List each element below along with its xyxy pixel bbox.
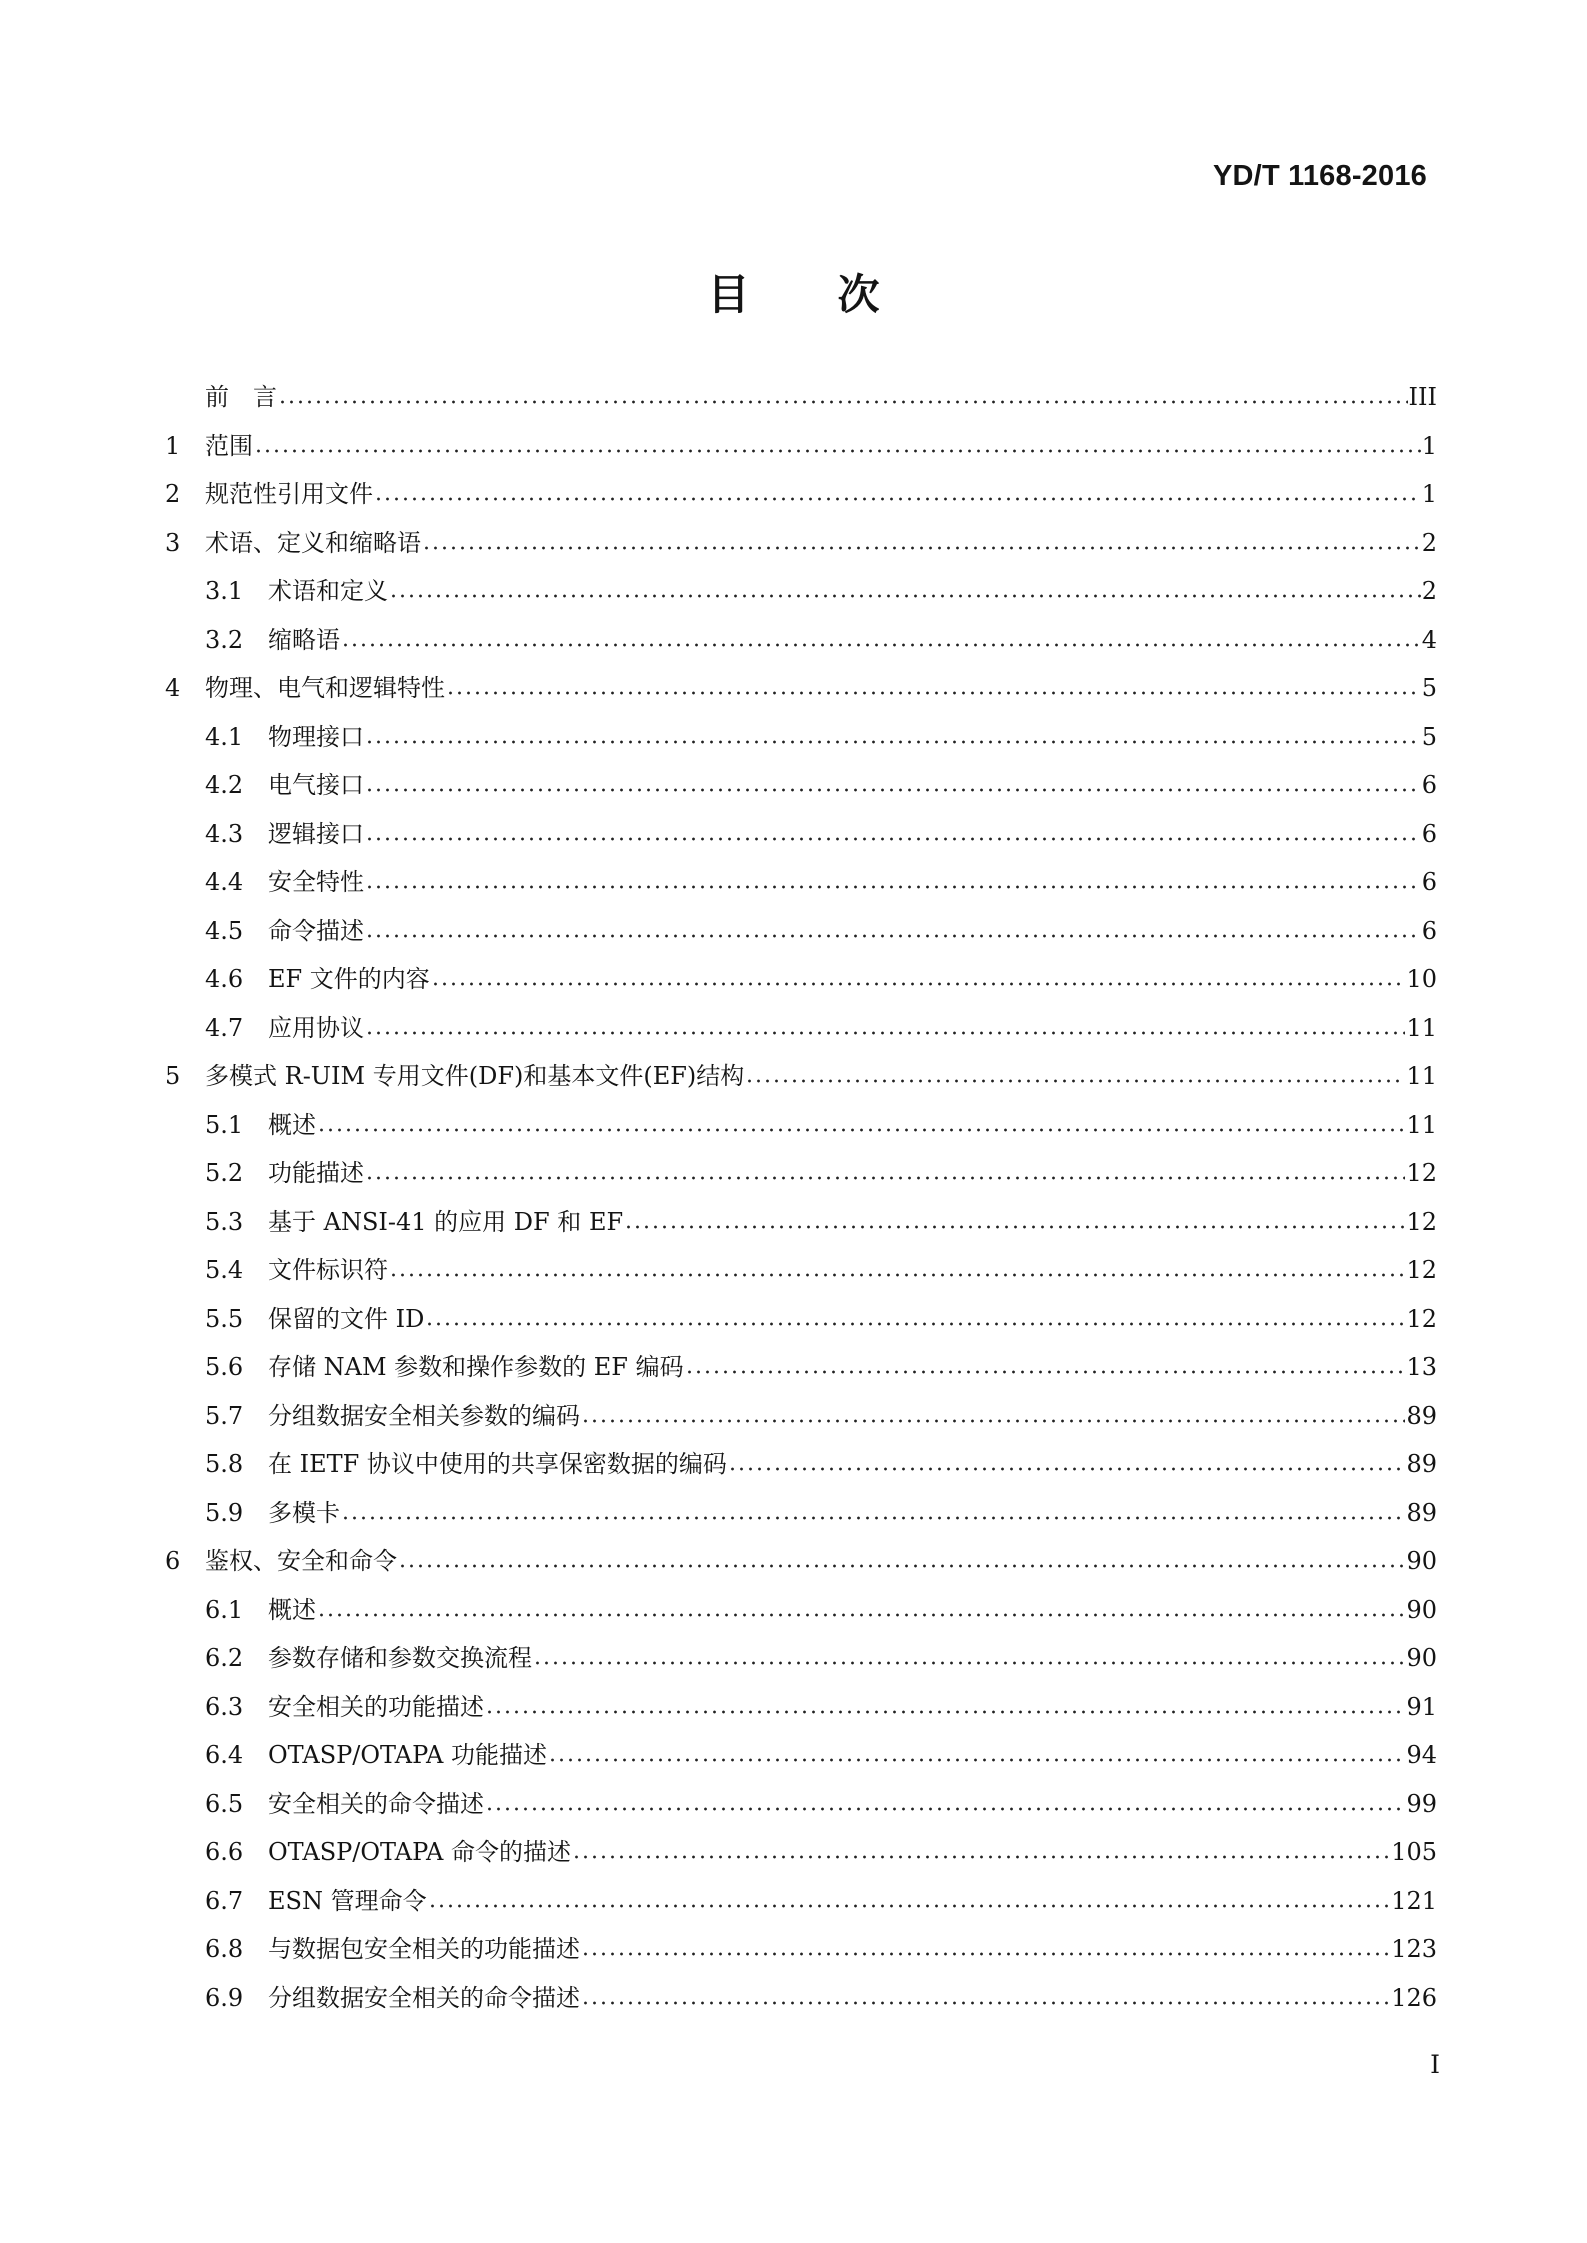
dot-leader <box>317 1598 1405 1622</box>
toc-entry-title: 术语和定义 <box>268 577 388 605</box>
toc-entry[interactable] <box>165 1489 1437 1538</box>
dot-leader <box>581 1986 1390 2010</box>
toc-entry[interactable] <box>165 1392 1437 1441</box>
toc-entry[interactable] <box>165 761 1437 810</box>
toc-entry-number: 3.2 <box>205 625 244 654</box>
toc-entry-page: 126 <box>1391 1983 1437 2012</box>
toc-entry-number: 4.4 <box>205 868 244 896</box>
toc-entry-title: 术语、定义和缩略语 <box>205 528 421 557</box>
toc-entry-number: 6.2 <box>205 1644 244 1672</box>
toc-entry[interactable] <box>165 519 1437 568</box>
toc-entry-title: 逻辑接口 <box>268 819 364 848</box>
dot-leader <box>365 773 1421 797</box>
dot-leader <box>431 967 1406 991</box>
toc-entry-number: 5.6 <box>205 1353 244 1381</box>
toc-entry-number: 5.8 <box>205 1450 244 1478</box>
toc-entry-page: 123 <box>1391 1935 1437 1963</box>
toc-entry-page: 91 <box>1406 1692 1437 1721</box>
toc-entry-page: III <box>1408 383 1437 411</box>
toc-entry-page: 90 <box>1406 1595 1437 1624</box>
toc-entry-title: ESN 管理命令 <box>268 1886 427 1915</box>
toc-entry-number: 5.4 <box>205 1256 244 1284</box>
toc-entry-page: 90 <box>1406 1547 1437 1575</box>
toc-entry-page: 6 <box>1421 819 1437 848</box>
dot-leader <box>317 1113 1405 1137</box>
toc-entry[interactable] <box>165 810 1437 859</box>
toc-entry-title: EF 文件的内容 <box>268 965 430 993</box>
toc-entry-title: 存储 NAM 参数和操作参数的 EF 编码 <box>268 1353 684 1381</box>
toc-entry-page: 11 <box>1406 1110 1437 1139</box>
toc-entry-number: 5.3 <box>205 1207 244 1236</box>
dot-leader <box>365 870 1421 894</box>
toc-entry-number: 1 <box>165 431 181 460</box>
toc-entry-number: 4 <box>165 674 181 702</box>
toc-entry[interactable] <box>165 664 1437 713</box>
toc-entry-title: 多模卡 <box>268 1498 340 1527</box>
dot-leader <box>572 1840 1390 1864</box>
title-char-2: 次 <box>837 270 880 319</box>
toc-entry-title: 范围 <box>205 431 253 460</box>
toc-entry-page: 5 <box>1421 674 1437 702</box>
dot-leader <box>365 1016 1405 1040</box>
toc-entry-number: 6.1 <box>205 1595 244 1624</box>
toc-entry-number: 4.2 <box>205 771 244 799</box>
toc-entry-page: 5 <box>1421 722 1437 751</box>
toc-entry-title: 文件标识符 <box>268 1256 388 1284</box>
dot-leader <box>425 1307 1405 1331</box>
toc-entry[interactable] <box>165 1004 1437 1053</box>
dot-leader <box>624 1210 1405 1234</box>
toc-entry-number: 6.4 <box>205 1741 244 1769</box>
toc-entry-page: 89 <box>1406 1401 1437 1430</box>
toc-entry-title: OTASP/OTAPA 命令的描述 <box>268 1838 571 1866</box>
toc-entry-title: 概述 <box>268 1110 316 1139</box>
dot-leader <box>685 1355 1406 1379</box>
toc-entry-page: 89 <box>1406 1498 1437 1527</box>
dot-leader <box>374 482 1421 506</box>
toc-entry-page: 6 <box>1421 916 1437 945</box>
toc-entry[interactable] <box>165 422 1437 471</box>
toc-entry-page: 12 <box>1406 1207 1437 1236</box>
toc-entry-title: 电气接口 <box>268 771 364 799</box>
toc-entry-title: 参数存储和参数交换流程 <box>268 1644 532 1672</box>
toc-entry[interactable] <box>165 1780 1437 1829</box>
toc-entry-title: 命令描述 <box>268 916 364 945</box>
dot-leader <box>745 1064 1405 1088</box>
toc-entry[interactable] <box>165 1925 1437 1974</box>
toc-entry[interactable] <box>165 1877 1437 1926</box>
title-char-1: 目 <box>707 270 750 319</box>
toc-entry-page: 99 <box>1406 1789 1437 1818</box>
dot-leader <box>446 676 1421 700</box>
toc-entry[interactable] <box>165 1343 1437 1392</box>
toc-entry-number: 6.7 <box>205 1886 244 1915</box>
dot-leader <box>548 1743 1405 1767</box>
toc-entry-number: 4.3 <box>205 819 244 848</box>
toc-entry-title: 基于 ANSI-41 的应用 DF 和 EF <box>268 1207 624 1236</box>
toc-entry-number: 5.7 <box>205 1401 244 1430</box>
toc-entry-number: 3 <box>165 528 181 557</box>
toc-entry-number: 5.2 <box>205 1159 244 1187</box>
toc-entry[interactable] <box>165 1974 1437 2023</box>
toc-entry-title: 功能描述 <box>268 1159 364 1187</box>
toc-entry-title: 多模式 R-UIM 专用文件(DF)和基本文件(EF)结构 <box>205 1062 745 1090</box>
toc-entry-page: 89 <box>1406 1450 1437 1478</box>
toc-entry-page: 12 <box>1406 1159 1437 1187</box>
toc-entry-title: 概述 <box>268 1595 316 1624</box>
toc-entry[interactable] <box>165 1246 1437 1295</box>
toc-entry-number: 5.1 <box>205 1110 244 1139</box>
dot-leader <box>728 1452 1406 1476</box>
toc-entry-page: 6 <box>1421 771 1437 799</box>
toc-entry-number: 3.1 <box>205 577 244 605</box>
toc-entry-page: 10 <box>1406 965 1437 993</box>
toc-entry-title: 物理接口 <box>268 722 364 751</box>
toc-entry[interactable] <box>165 1828 1437 1877</box>
toc-entry-number: 6.6 <box>205 1838 244 1866</box>
dot-leader <box>365 1161 1405 1185</box>
dot-leader <box>254 434 1421 458</box>
toc-entry-title: 缩略语 <box>268 625 340 654</box>
page-number: I <box>1430 2050 1440 2079</box>
toc-entry-number: 5.5 <box>205 1304 244 1333</box>
dot-leader <box>428 1889 1391 1913</box>
toc-entry-title: 前 言 <box>205 383 277 411</box>
toc-entry-page: 13 <box>1406 1353 1437 1381</box>
dot-leader <box>389 579 1421 603</box>
document-code: YD/T 1168-2016 <box>1213 160 1427 192</box>
dot-leader <box>533 1646 1405 1670</box>
toc-entry-page: 105 <box>1391 1838 1437 1866</box>
dot-leader <box>581 1404 1405 1428</box>
toc-entry[interactable] <box>165 858 1437 907</box>
toc-entry-number: 2 <box>165 480 181 508</box>
toc-entry-page: 90 <box>1406 1644 1437 1672</box>
toc-entry-page: 6 <box>1421 868 1437 896</box>
toc-entry-number: 6.8 <box>205 1935 244 1963</box>
toc-entry-page: 12 <box>1406 1256 1437 1284</box>
toc-entry-number: 4.5 <box>205 916 244 945</box>
toc-entry-title: 分组数据安全相关的命令描述 <box>268 1983 580 2012</box>
toc-entry-page: 121 <box>1391 1886 1437 1915</box>
dot-leader <box>485 1792 1405 1816</box>
toc-entry[interactable] <box>165 373 1437 422</box>
dot-leader <box>365 919 1421 943</box>
toc-entry-page: 11 <box>1406 1062 1437 1090</box>
toc-entry-number: 4.6 <box>205 965 244 993</box>
dot-leader <box>365 822 1421 846</box>
toc-entry-title: 保留的文件 ID <box>268 1304 425 1333</box>
toc-entry-number: 6.5 <box>205 1789 244 1818</box>
toc-entry-title: 安全特性 <box>268 868 364 896</box>
toc-entry-title: 与数据包安全相关的功能描述 <box>268 1935 580 1963</box>
toc-entry[interactable] <box>165 1052 1437 1101</box>
toc-entry-number: 6.9 <box>205 1983 244 2012</box>
dot-leader <box>341 1501 1405 1525</box>
page-title <box>0 262 1587 322</box>
toc-entry-number: 4.1 <box>205 722 244 751</box>
toc-entry-number: 6 <box>165 1547 181 1575</box>
toc-entry[interactable] <box>165 616 1437 665</box>
toc-entry-title: 分组数据安全相关参数的编码 <box>268 1401 580 1430</box>
toc-entry-page: 1 <box>1421 431 1437 460</box>
table-of-contents <box>165 373 1437 2022</box>
toc-entry[interactable] <box>165 1440 1437 1489</box>
toc-entry-title: 安全相关的功能描述 <box>268 1692 484 1721</box>
toc-entry[interactable] <box>165 1149 1437 1198</box>
toc-entry-page: 4 <box>1421 625 1437 654</box>
toc-entry-page: 12 <box>1406 1304 1437 1333</box>
dot-leader <box>278 385 1408 409</box>
toc-entry-title: 鉴权、安全和命令 <box>205 1547 397 1575</box>
toc-entry[interactable] <box>165 470 1437 519</box>
toc-entry-title: 安全相关的命令描述 <box>268 1789 484 1818</box>
toc-entry-number: 6.3 <box>205 1692 244 1721</box>
toc-entry[interactable] <box>165 567 1437 616</box>
toc-entry-page: 94 <box>1406 1741 1437 1769</box>
toc-entry-title: OTASP/OTAPA 功能描述 <box>268 1741 547 1769</box>
toc-entry[interactable] <box>165 955 1437 1004</box>
toc-entry-title: 规范性引用文件 <box>205 480 373 508</box>
toc-entry[interactable] <box>165 1731 1437 1780</box>
dot-leader <box>485 1695 1405 1719</box>
toc-entry-page: 1 <box>1421 480 1437 508</box>
toc-entry[interactable] <box>165 1198 1437 1247</box>
dot-leader <box>341 628 1421 652</box>
dot-leader <box>581 1937 1390 1961</box>
toc-entry-number: 4.7 <box>205 1013 244 1042</box>
toc-entry-number: 5.9 <box>205 1498 244 1527</box>
dot-leader <box>389 1258 1405 1282</box>
toc-entry-page: 11 <box>1406 1013 1437 1042</box>
toc-entry-title: 在 IETF 协议中使用的共享保密数据的编码 <box>268 1450 727 1478</box>
toc-entry-page: 2 <box>1421 528 1437 557</box>
toc-entry[interactable] <box>165 1537 1437 1586</box>
toc-entry[interactable] <box>165 1101 1437 1150</box>
toc-entry[interactable] <box>165 713 1437 762</box>
toc-entry[interactable] <box>165 1295 1437 1344</box>
dot-leader <box>398 1549 1405 1573</box>
dot-leader <box>422 531 1421 555</box>
toc-entry-page: 2 <box>1421 577 1437 605</box>
toc-entry-title: 应用协议 <box>268 1013 364 1042</box>
toc-entry[interactable] <box>165 1634 1437 1683</box>
toc-entry[interactable] <box>165 1586 1437 1635</box>
toc-entry-title: 物理、电气和逻辑特性 <box>205 674 445 702</box>
toc-entry[interactable] <box>165 907 1437 956</box>
toc-entry[interactable] <box>165 1683 1437 1732</box>
toc-entry-number: 5 <box>165 1062 181 1090</box>
dot-leader <box>365 725 1421 749</box>
